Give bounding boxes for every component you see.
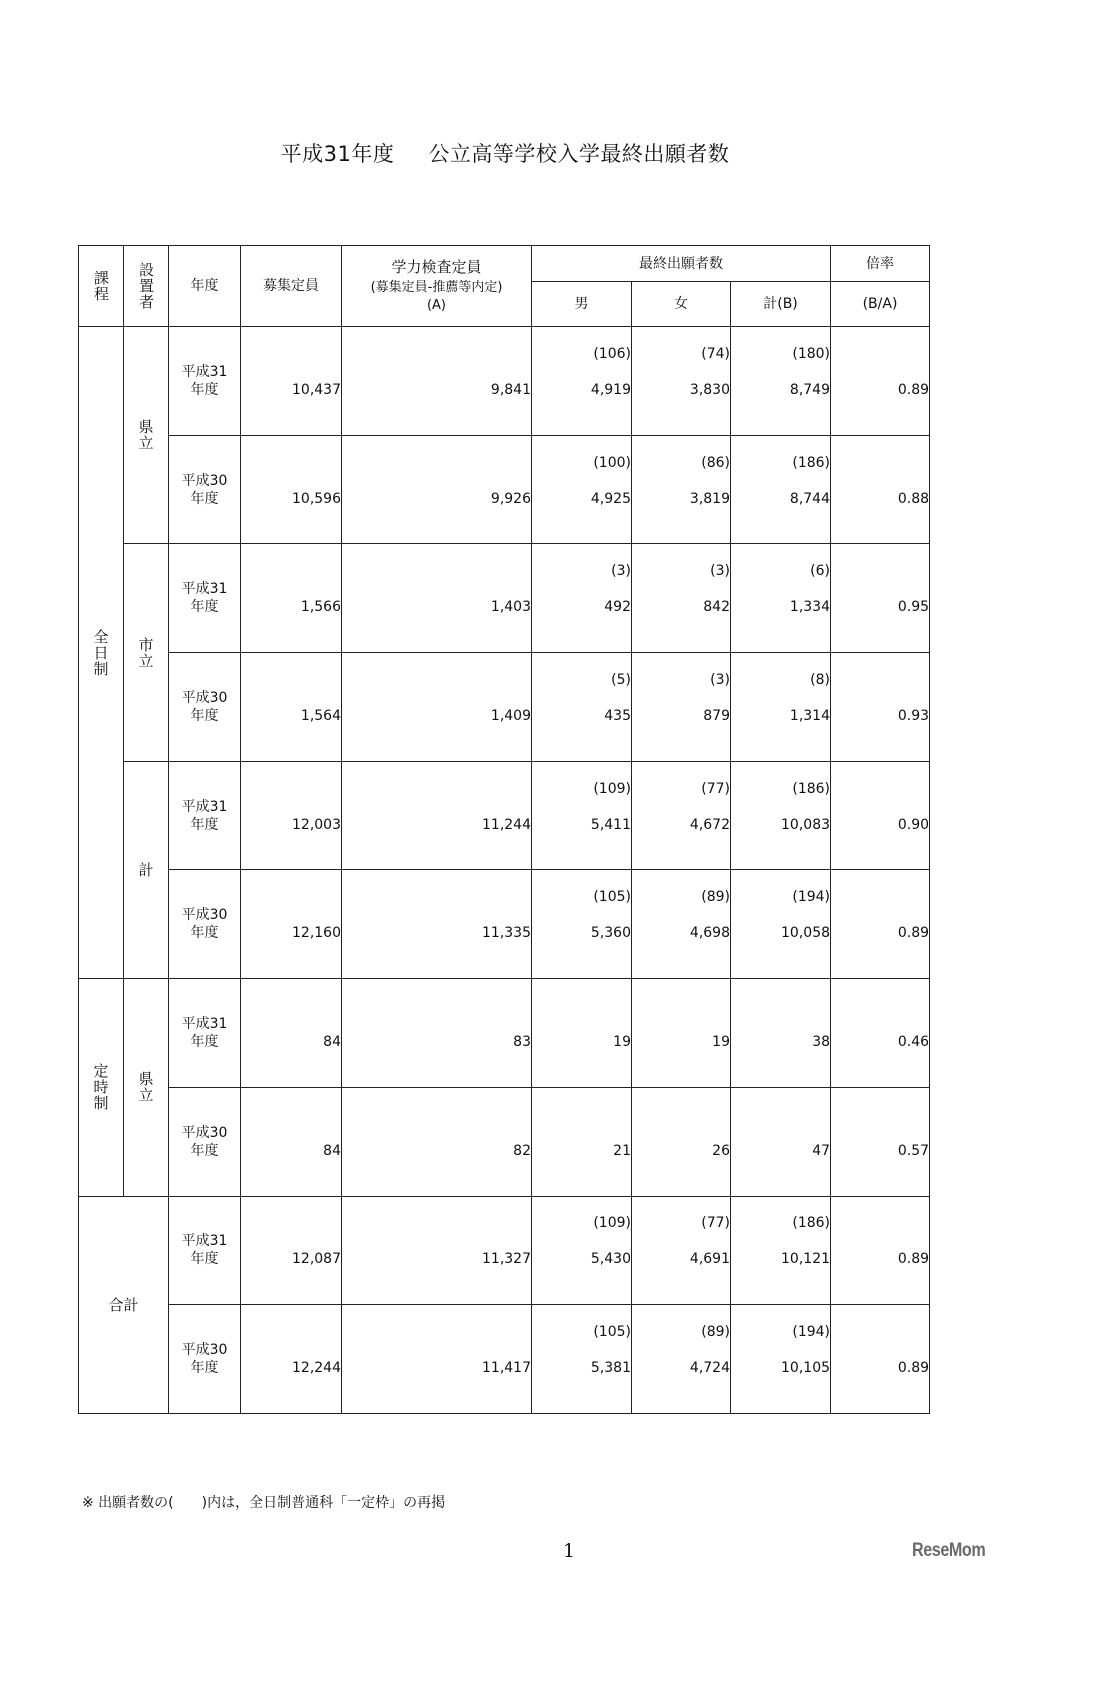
exam-capacity-cell: 1,403 — [342, 544, 532, 653]
page-title — [0, 138, 1010, 168]
year-cell: 平成31 年度 — [169, 979, 241, 1088]
grand-total-label: 合計 — [79, 1196, 169, 1413]
recruit-cell: 12,087 — [241, 1196, 342, 1305]
year-cell: 平成31 年度 — [169, 544, 241, 653]
exam-capacity-cell: 11,327 — [342, 1196, 532, 1305]
recruit-cell: 1,566 — [241, 544, 342, 653]
male-cell: (3) 492 — [532, 544, 632, 653]
recruit-cell: 84 — [241, 1087, 342, 1196]
header-applicants: 最終出願者数 — [532, 246, 831, 282]
header-year: 年度 — [169, 246, 241, 327]
female-cell: 26 — [632, 1087, 731, 1196]
ratio-cell: 0.89 — [831, 870, 930, 979]
ratio-cell: 0.89 — [831, 1196, 930, 1305]
total-cell: 38 — [731, 979, 831, 1088]
table-row — [79, 1087, 930, 1196]
female-cell: (77) 4,672 — [632, 761, 731, 870]
female-cell: 19 — [632, 979, 731, 1088]
recruit-cell: 12,003 — [241, 761, 342, 870]
female-cell: (89) 4,698 — [632, 870, 731, 979]
table-row — [79, 1196, 930, 1305]
table-row — [79, 544, 930, 653]
header-exam-capacity: 学力検査定員 (募集定員-推薦等内定) (A) — [342, 246, 532, 327]
year-cell: 平成30 年度 — [169, 1087, 241, 1196]
table-row — [79, 653, 930, 762]
exam-capacity-cell: 11,244 — [342, 761, 532, 870]
exam-capacity-cell: 1,409 — [342, 653, 532, 762]
exam-capacity-cell: 82 — [342, 1087, 532, 1196]
male-cell: 19 — [532, 979, 632, 1088]
male-cell: (100) 4,925 — [532, 435, 632, 544]
table-row — [79, 435, 930, 544]
header-recruit: 募集定員 — [241, 246, 342, 327]
total-cell: (186) 10,121 — [731, 1196, 831, 1305]
female-cell: (89) 4,724 — [632, 1305, 731, 1414]
course-cell: 全日制 — [79, 327, 124, 979]
exam-capacity-cell: 11,417 — [342, 1305, 532, 1414]
exam-capacity-cell: 9,841 — [342, 327, 532, 436]
male-cell: (5) 435 — [532, 653, 632, 762]
male-cell: (109) 5,430 — [532, 1196, 632, 1305]
watermark-logo: ReseMom — [912, 1540, 986, 1561]
ratio-cell: 0.89 — [831, 327, 930, 436]
year-cell: 平成31 年度 — [169, 761, 241, 870]
male-cell: (105) 5,360 — [532, 870, 632, 979]
male-cell: (105) 5,381 — [532, 1305, 632, 1414]
exam-capacity-cell: 11,335 — [342, 870, 532, 979]
footnote: ※ 出願者数の( )内は，全日制普通科「一定枠」の再掲 — [82, 1495, 446, 1511]
ratio-cell: 0.95 — [831, 544, 930, 653]
year-cell: 平成30 年度 — [169, 435, 241, 544]
ratio-cell: 0.93 — [831, 653, 930, 762]
ratio-cell: 0.89 — [831, 1305, 930, 1414]
female-cell: (74) 3,830 — [632, 327, 731, 436]
year-cell: 平成31 年度 — [169, 327, 241, 436]
female-cell: (3) 842 — [632, 544, 731, 653]
page-number: 1 — [563, 1540, 576, 1562]
male-cell: (106) 4,919 — [532, 327, 632, 436]
recruit-cell: 10,596 — [241, 435, 342, 544]
table-row — [79, 327, 930, 436]
course-cell: 定時制 — [79, 979, 124, 1196]
header-male: 男 — [532, 282, 632, 327]
recruit-cell: 12,160 — [241, 870, 342, 979]
ratio-cell: 0.57 — [831, 1087, 930, 1196]
table-row — [79, 870, 930, 979]
total-cell: (186) 8,744 — [731, 435, 831, 544]
ratio-cell: 0.90 — [831, 761, 930, 870]
founder-cell: 計 — [124, 761, 169, 978]
header-female: 女 — [632, 282, 731, 327]
applicants-table — [78, 245, 930, 1414]
founder-cell: 市立 — [124, 544, 169, 761]
male-cell: (109) 5,411 — [532, 761, 632, 870]
total-cell: (194) 10,105 — [731, 1305, 831, 1414]
ratio-cell: 0.46 — [831, 979, 930, 1088]
founder-cell: 県立 — [124, 979, 169, 1196]
ratio-cell: 0.88 — [831, 435, 930, 544]
female-cell: (86) 3,819 — [632, 435, 731, 544]
female-cell: (3) 879 — [632, 653, 731, 762]
header-total: 計(B) — [731, 282, 831, 327]
male-cell: 21 — [532, 1087, 632, 1196]
header-founder: 設置者 — [124, 246, 169, 327]
total-cell: (194) 10,058 — [731, 870, 831, 979]
table-row — [79, 979, 930, 1088]
header-ratio: 倍率 — [831, 246, 930, 282]
total-cell: (180) 8,749 — [731, 327, 831, 436]
year-cell: 平成30 年度 — [169, 1305, 241, 1414]
title-subject: 公立高等学校入学最終出願者数 — [428, 142, 730, 166]
exam-capacity-cell: 83 — [342, 979, 532, 1088]
total-cell: (186) 10,083 — [731, 761, 831, 870]
recruit-cell: 84 — [241, 979, 342, 1088]
table-row — [79, 1305, 930, 1414]
total-cell: (8) 1,314 — [731, 653, 831, 762]
year-cell: 平成30 年度 — [169, 653, 241, 762]
title-year: 平成31年度 — [280, 142, 395, 166]
total-cell: 47 — [731, 1087, 831, 1196]
recruit-cell: 10,437 — [241, 327, 342, 436]
year-cell: 平成30 年度 — [169, 870, 241, 979]
recruit-cell: 12,244 — [241, 1305, 342, 1414]
total-cell: (6) 1,334 — [731, 544, 831, 653]
female-cell: (77) 4,691 — [632, 1196, 731, 1305]
table-row — [79, 761, 930, 870]
header-ratio-sub: (B/A) — [831, 282, 930, 327]
year-cell: 平成31 年度 — [169, 1196, 241, 1305]
recruit-cell: 1,564 — [241, 653, 342, 762]
exam-capacity-cell: 9,926 — [342, 435, 532, 544]
header-course: 課程 — [79, 246, 124, 327]
founder-cell: 県立 — [124, 327, 169, 544]
